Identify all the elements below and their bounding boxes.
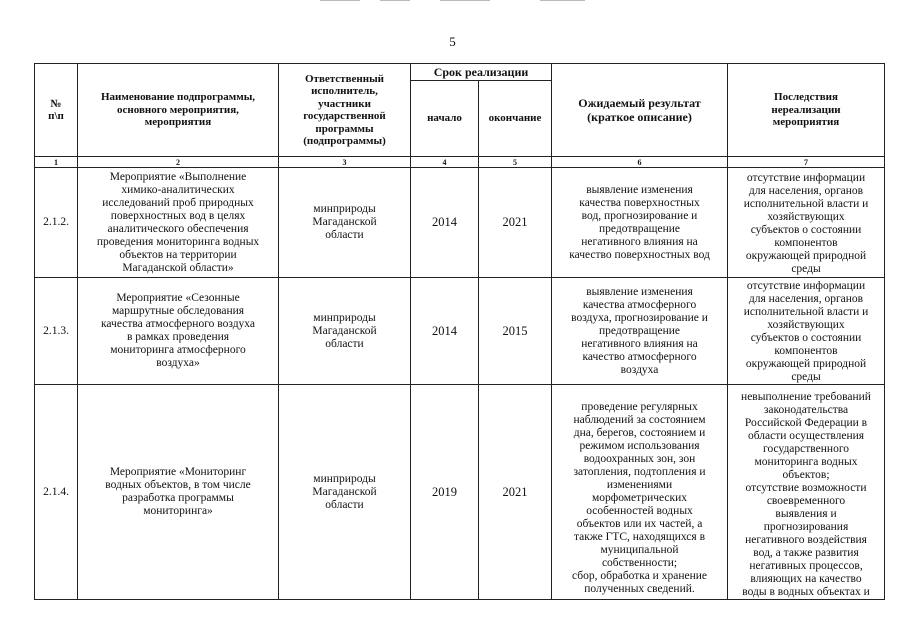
consequences: невыполнение требований законодательства Российской Федерации в области осуществления государственного мониторинга водных объектов; отсутствие возможности своевременного выявления и прогнозирования негативного воздействия вод, а также развития негативных процессов, влияющих на качество воды в водных объектах и	[728, 385, 885, 600]
column-number: 2	[78, 157, 279, 168]
end-year: 2021	[479, 385, 552, 600]
header-period: Срок реализации	[411, 64, 552, 81]
page-number: 5	[449, 34, 456, 49]
activity-name: Мероприятие «Мониторинг водных объектов, в том числе разработка программы мониторинга»	[78, 385, 279, 600]
end-year: 2015	[479, 278, 552, 385]
end-year: 2021	[479, 168, 552, 278]
header-executor: Ответственный исполнитель, участники государственной программы (подпрограммы)	[279, 64, 411, 157]
column-number: 5	[479, 157, 552, 168]
column-number: 1	[35, 157, 78, 168]
consequences: отсутствие информации для населения, органов исполнительной власти и хозяйствующих субъектов о состоянии компонентов окружающей природной среды	[728, 168, 885, 278]
executor: минприроды Магаданской области	[279, 278, 411, 385]
activity-name: Мероприятие «Сезонные маршрутные обследования качества атмосферного воздуха в рамках проведения мониторинга атмосферного воздуха»	[78, 278, 279, 385]
expected-result: проведение регулярных наблюдений за состоянием дна, берегов, состоянием и режимом использования водоохранных зон, зон затопления, подтопления и изменениями морфометрических особенностей водных объектов или их частей, а также ГТС, находящихся в муниципальной собственности; сбор, обработка и хранение полученных сведений.	[552, 385, 728, 600]
header-consequences: Последствия нереализации мероприятия	[728, 64, 885, 157]
activity-name: Мероприятие «Выполнение химико-аналитических исследований проб природных поверхностных вод в целях аналитического обеспечения проведения мониторинга водных объектов на территории Магаданской области»	[78, 168, 279, 278]
header-result: Ожидаемый результат (краткое описание)	[552, 64, 728, 157]
row-number: 2.1.2.	[35, 168, 78, 278]
executor: минприроды Магаданской области	[279, 168, 411, 278]
executor: минприроды Магаданской области	[279, 385, 411, 600]
header-number: № п\п	[35, 64, 78, 157]
start-year: 2014	[411, 168, 479, 278]
scan-artifact	[0, 0, 905, 2]
column-number: 4	[411, 157, 479, 168]
start-year: 2014	[411, 278, 479, 385]
expected-result: выявление изменения качества атмосферного воздуха, прогнозирование и предотвращение негативного влияния на качество атмосферного воздуха	[552, 278, 728, 385]
column-number: 7	[728, 157, 885, 168]
column-number-row	[35, 157, 885, 168]
table-row	[35, 168, 885, 278]
header-end: окончание	[479, 81, 552, 157]
consequences: отсутствие информации для населения, органов исполнительной власти и хозяйствующих субъектов о состоянии компонентов окружающей природной среды	[728, 278, 885, 385]
table-row	[35, 278, 885, 385]
header-name: Наименование подпрограммы, основного мероприятия, мероприятия	[78, 64, 279, 157]
column-number: 6	[552, 157, 728, 168]
start-year: 2019	[411, 385, 479, 600]
row-number: 2.1.3.	[35, 278, 78, 385]
header-start: начало	[411, 81, 479, 157]
table-row	[35, 385, 885, 600]
column-number: 3	[279, 157, 411, 168]
row-number: 2.1.4.	[35, 385, 78, 600]
expected-result: выявление изменения качества поверхностных вод, прогнозирование и предотвращение негативного влияния на качество поверхностных вод	[552, 168, 728, 278]
program-activities-table	[34, 63, 885, 600]
